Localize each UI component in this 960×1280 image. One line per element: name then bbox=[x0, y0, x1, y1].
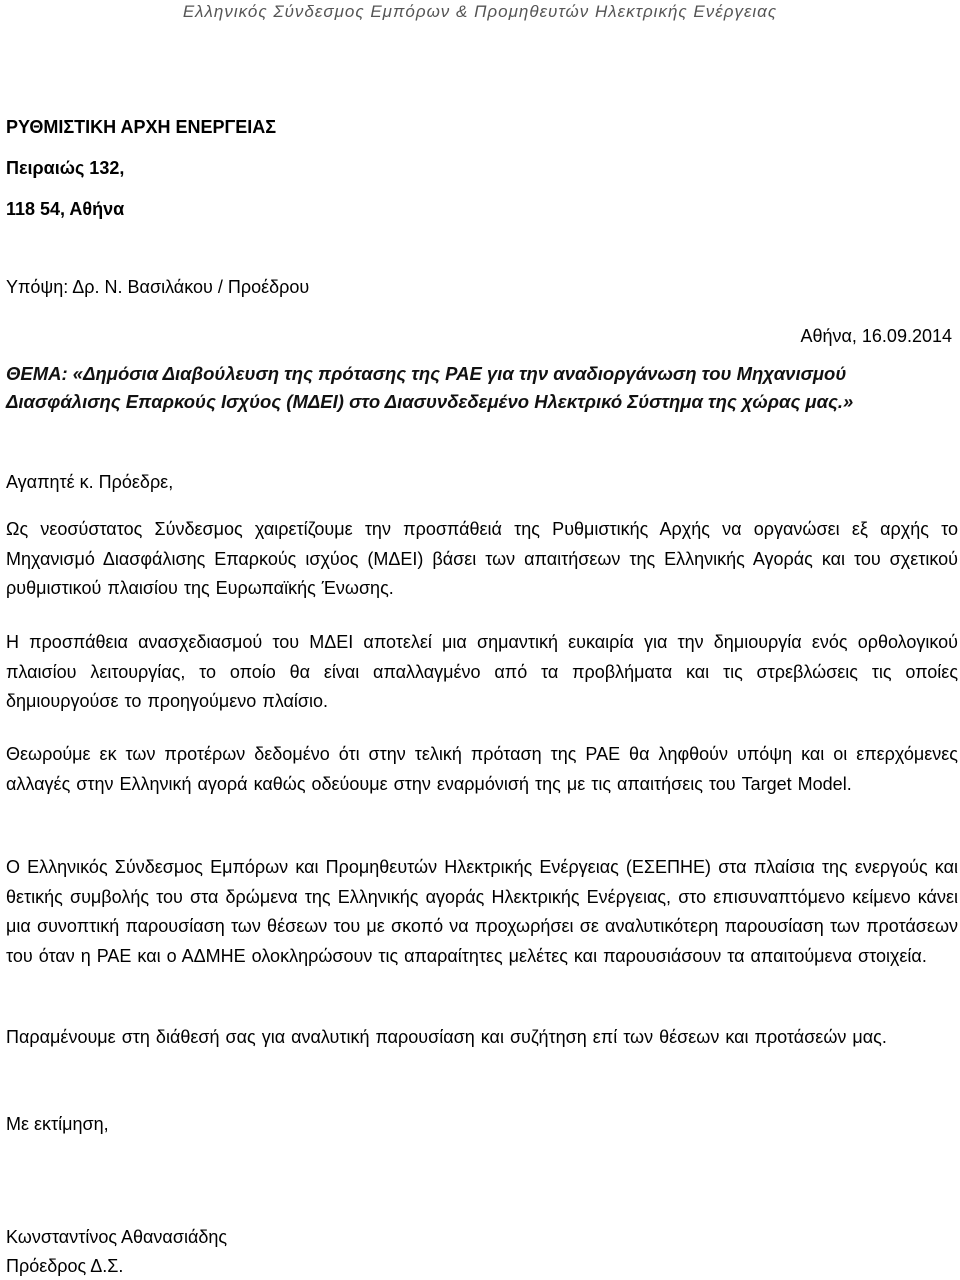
letterhead-title: Ελληνικός Σύνδεσμος Εμπόρων & Προμηθευτών Ηλεκτρικής Ενέργειας bbox=[182, 2, 778, 21]
signatory-title: Πρόεδρος Δ.Σ. bbox=[6, 1256, 124, 1276]
recipient-street: Πειραιώς 132, bbox=[6, 158, 125, 178]
recipient-name: ΡΥΘΜΙΣΤΙΚΗ ΑΡΧΗ ΕΝΕΡΓΕΙΑΣ bbox=[6, 117, 277, 137]
recipient-city: 118 54, Αθήνα bbox=[6, 199, 125, 219]
paragraph-2: Η προσπάθεια ανασχεδιασμού του ΜΔΕΙ αποτελεί μια σημαντική ευκαιρία για την δημιουργία ενός ορθολογικού πλαισίου λειτουργίας, το οποίο θα είναι απαλλαγμένο από τα προβλήματα και τις στρεβλώσεις τις οποίες δημιουργούσε το προηγούμενο πλαίσιο. bbox=[6, 632, 958, 711]
paragraph-3: Θεωρούμε εκ των προτέρων δεδομένο ότι στην τελική πρόταση της ΡΑΕ θα ληφθούν υπόψη και οι επερχόμενες αλλαγές στην Ελληνική αγορά καθώς οδεύουμε στην εναρμόνισή της με τις απαιτήσεις του Target Model. bbox=[6, 744, 958, 794]
signatory-name: Κωνσταντίνος Αθανασιάδης bbox=[6, 1227, 228, 1247]
letter-subject: ΘΕΜΑ: «Δημόσια Διαβούλευση της πρότασης της ΡΑΕ για την αναδιοργάνωση του Μηχανισμού Διασφάλισης Επαρκούς Ισχύος (ΜΔΕΙ) στο Διασυνδεδεμένο Ηλεκτρικό Σύστημα της χώρας μας.» bbox=[6, 363, 854, 412]
closing-line: Με εκτίμηση, bbox=[6, 1114, 109, 1134]
salutation: Αγαπητέ κ. Πρόεδρε, bbox=[6, 472, 174, 492]
attention-line: Υπόψη: Δρ. Ν. Βασιλάκου / Προέδρου bbox=[6, 277, 310, 297]
paragraph-5: Παραμένουμε στη διάθεσή σας για αναλυτική παρουσίαση και συζήτηση επί των θέσεων και προτάσεών μας. bbox=[6, 1027, 887, 1047]
paragraph-4: Ο Ελληνικός Σύνδεσμος Εμπόρων και Προμηθευτών Ηλεκτρικής Ενέργειας (ΕΣΕΠΗΕ) στα πλαίσια της ενεργούς και θετικής συμβολής του στα δρώμενα της Ελληνικής αγοράς Ηλεκτρικής Ενέργειας, στο επισυναπτόμενο κείμενο κάνει μια συνοπτική παρουσίαση των θέσεων του με σκοπό να προχωρήσει σε αναλυτικότερη παρουσίαση των προτάσεων του όταν η ΡΑΕ και ο ΑΔΜΗΕ ολοκληρώσουν τις απαραίτητες μελέτες και παρουσιάσουν τα απαιτούμενα στοιχεία. bbox=[6, 857, 958, 966]
paragraph-1: Ως νεοσύστατος Σύνδεσμος χαιρετίζουμε την προσπάθειά της Ρυθμιστικής Αρχής να οργανώσει εξ αρχής το Μηχανισμό Διασφάλισης Επαρκούς ισχύος (ΜΔΕΙ) βάσει των απαιτήσεων της Ελληνικής Αγοράς και του σχετικού ρυθμιστικού πλαισίου της Ευρωπαϊκής Ένωσης. bbox=[6, 519, 958, 598]
letter-date: Αθήνα, 16.09.2014 bbox=[800, 326, 952, 346]
